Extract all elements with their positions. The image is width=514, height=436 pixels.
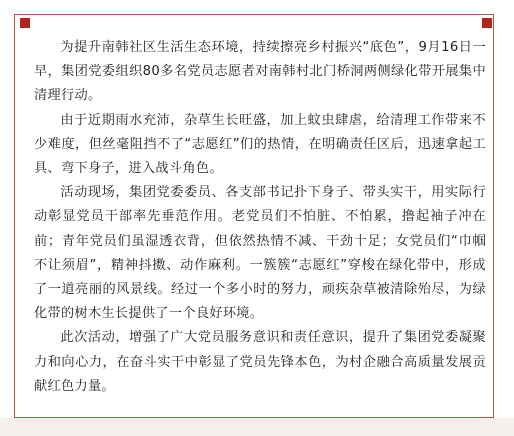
paragraph-4: 此次活动，增强了广大党员服务意识和责任意识，提升了集团党委凝聚力和向心力，在奋斗实干中彰显了党员先锋本色，为村企融合高质量发展贡献红色力量。 bbox=[34, 330, 486, 394]
paragraph-1: 为提升南韩社区生活生态环境，持续擦亮乡村振兴“底色”，9月16日一早，集团党委组织80多名党员志愿者对南韩村北门桥洞两侧绿化带开展集中清理行动。 bbox=[34, 40, 486, 104]
paragraph-2: 由于近期雨水充沛，杂草生长旺盛，加上蚊虫肆虐，给清理工作带来不少难度，但丝毫阻挡不了“志愿红”们的热情，在明确责任区后，迅速拿起工具、弯下身子，进入战斗角色。 bbox=[34, 112, 486, 177]
paragraph-3: 活动现场，集团党委委员、各支部书记扑下身子、带头实干，用实际行动彰显党员干部率先垂范作用。老党员们不怕脏、不怕累，撸起袖子冲在前；青年党员们虽湿透衣背，但依然热情不减、干劲十足；女党员们“巾帼不让须眉”，精神抖擞、动作麻利。一簇簇“志愿红”穿梭在绿化带中，形成了一道亮丽的风景线。经过一个多小时的努力，顽疾杂草被清除殆尽，为绿化带的树木生长提供了一个良好环境。 bbox=[34, 185, 486, 322]
article-body bbox=[34, 36, 486, 399]
corner-marker-top-right bbox=[482, 18, 492, 28]
bottom-background-strip bbox=[0, 418, 514, 436]
corner-marker-top-left bbox=[20, 18, 30, 28]
